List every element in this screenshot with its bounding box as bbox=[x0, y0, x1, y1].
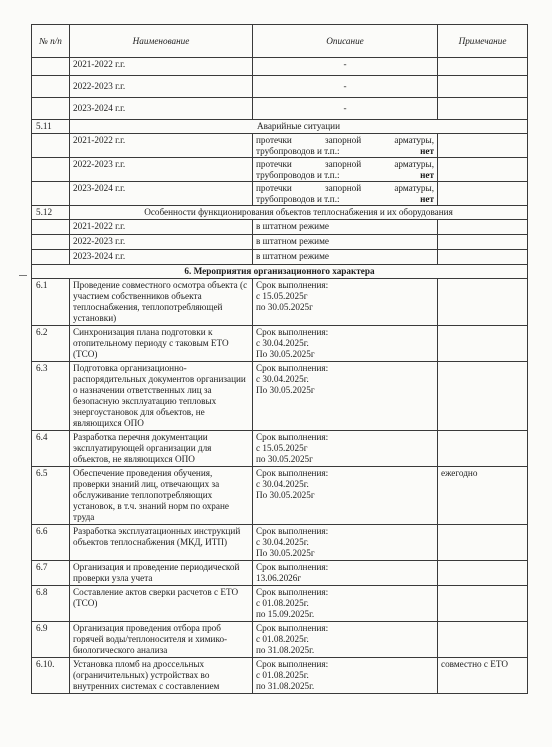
section-row-5-11 bbox=[32, 120, 528, 134]
leak-description: протечки запорной арматуры, трубопроводов и т.п.: нет bbox=[253, 182, 438, 206]
table-row bbox=[32, 220, 528, 235]
section-6-header bbox=[32, 265, 528, 279]
description-line: Срок выполнения: bbox=[256, 623, 329, 633]
year-cell: 2022-2023 г.г. bbox=[70, 235, 253, 250]
description-line: с 30.04.2025г. bbox=[256, 338, 309, 348]
description-line: по 31.08.2025г. bbox=[256, 681, 315, 691]
measure-note: ежегодно bbox=[438, 467, 528, 525]
description-line: по 30.05.2025г bbox=[256, 302, 313, 312]
section-title: 6. Мероприятия организационного характера bbox=[32, 265, 528, 279]
row-number: 6.6 bbox=[32, 525, 70, 561]
row-number: 6.10. bbox=[32, 658, 70, 694]
description-line: с 15.05.2025г bbox=[256, 291, 308, 301]
measure-name: Проведение совместного осмотра объекта (с участием собственников объекта теплоснабжения, теплопотребляющей установки) bbox=[70, 279, 253, 326]
row-number: 6.4 bbox=[32, 431, 70, 467]
row-number: 6.5 bbox=[32, 467, 70, 525]
description-line: с 01.08.2025г. bbox=[256, 670, 309, 680]
header-num: № п/п bbox=[32, 25, 70, 58]
year-cell: 2023-2024 г.г. bbox=[70, 250, 253, 265]
measures-table bbox=[31, 24, 528, 694]
leak-description: протечки запорной арматуры, трубопроводов и т.п.: нет bbox=[253, 158, 438, 182]
description-line: с 30.04.2025г. bbox=[256, 479, 309, 489]
measure-description bbox=[253, 586, 438, 622]
header-name: Наименование bbox=[70, 25, 253, 58]
table-row bbox=[32, 158, 528, 182]
measure-note bbox=[438, 279, 528, 326]
description-line: Срок выполнения: bbox=[256, 659, 329, 669]
measure-description bbox=[253, 525, 438, 561]
table-row bbox=[32, 326, 528, 362]
table-row bbox=[32, 76, 528, 98]
measure-name: Разработка эксплуатационных инструкций объектов теплоснабжения (МКД, ИТП) bbox=[70, 525, 253, 561]
row-number: 6.9 bbox=[32, 622, 70, 658]
margin-mark bbox=[19, 275, 27, 276]
measure-name: Составление актов сверки расчетов с ЕТО (ТСО) bbox=[70, 586, 253, 622]
year-cell: 2021-2022 г.г. bbox=[70, 220, 253, 235]
header-note: Примечание bbox=[438, 25, 528, 58]
measure-description bbox=[253, 279, 438, 326]
description-line: с 30.04.2025г. bbox=[256, 374, 309, 384]
table-row bbox=[32, 362, 528, 431]
table-header bbox=[32, 25, 528, 58]
description-line: По 30.05.2025г bbox=[256, 349, 315, 359]
table-row bbox=[32, 250, 528, 265]
section-row-5-12 bbox=[32, 206, 528, 220]
measure-name: Организация и проведение периодической проверки узла учета bbox=[70, 561, 253, 586]
dash-cell: - bbox=[253, 76, 438, 98]
description-line: По 30.05.2025г bbox=[256, 490, 315, 500]
row-number: 5.12 bbox=[32, 206, 70, 220]
measure-name: Разработка перечня документации эксплуатирующей организации для объектов, не являющихся ОПО bbox=[70, 431, 253, 467]
measure-note bbox=[438, 622, 528, 658]
measure-note: совместно с ЕТО bbox=[438, 658, 528, 694]
table-row bbox=[32, 431, 528, 467]
year-cell: 2023-2024 г.г. bbox=[70, 182, 253, 206]
measure-note bbox=[438, 586, 528, 622]
row-number: 6.3 bbox=[32, 362, 70, 431]
description-line: Срок выполнения: bbox=[256, 562, 329, 572]
description-line: с 01.08.2025г. bbox=[256, 598, 309, 608]
measure-name: Синхронизация плана подготовки к отопительному периоду с таковым ЕТО (ТСО) bbox=[70, 326, 253, 362]
description-line: 13.06.2026г bbox=[256, 573, 302, 583]
row-number: 6.7 bbox=[32, 561, 70, 586]
measure-description bbox=[253, 431, 438, 467]
measure-name: Обеспечение проведения обучения, проверки знаний лиц, отвечающих за обслуживание теплопотребляющих установок, в т.ч. знаний норм по охране труда bbox=[70, 467, 253, 525]
table-row bbox=[32, 134, 528, 158]
measure-note bbox=[438, 431, 528, 467]
table-row bbox=[32, 586, 528, 622]
description-line: Срок выполнения: bbox=[256, 327, 329, 337]
year-cell: 2021-2022 г.г. bbox=[70, 134, 253, 158]
measure-name: Организация проведения отбора проб горячей воды/теплоносителя и химико-биологического анализа bbox=[70, 622, 253, 658]
dash-cell: - bbox=[253, 98, 438, 120]
table-row bbox=[32, 235, 528, 250]
measure-note bbox=[438, 362, 528, 431]
table-row bbox=[32, 182, 528, 206]
row-number: 5.11 bbox=[32, 120, 70, 134]
row-number: 6.8 bbox=[32, 586, 70, 622]
measure-name: Установка пломб на дроссельных (ограничительных) устройствах во внутренних системах с составлением bbox=[70, 658, 253, 694]
description-line: с 15.05.2025г bbox=[256, 443, 308, 453]
year-cell: 2022-2023 г.г. bbox=[70, 76, 253, 98]
description-line: с 01.08.2025г. bbox=[256, 634, 309, 644]
description-line: Срок выполнения: bbox=[256, 587, 329, 597]
status-cell: в штатном режиме bbox=[253, 250, 438, 265]
measure-description bbox=[253, 561, 438, 586]
year-cell: 2022-2023 г.г. bbox=[70, 158, 253, 182]
description-line: по 30.05.2025г bbox=[256, 454, 313, 464]
measure-note bbox=[438, 525, 528, 561]
table-row bbox=[32, 658, 528, 694]
year-cell: 2023-2024 г.г. bbox=[70, 98, 253, 120]
row-number: 6.2 bbox=[32, 326, 70, 362]
measure-description bbox=[253, 362, 438, 431]
table-row bbox=[32, 525, 528, 561]
description-line: по 15.09.2025г. bbox=[256, 609, 315, 619]
status-cell: в штатном режиме bbox=[253, 235, 438, 250]
description-line: По 30.05.2025г bbox=[256, 548, 315, 558]
measure-note bbox=[438, 326, 528, 362]
measure-description bbox=[253, 326, 438, 362]
description-line: Срок выполнения: bbox=[256, 280, 329, 290]
description-line: по 31.08.2025г. bbox=[256, 645, 315, 655]
table-row bbox=[32, 561, 528, 586]
dash-cell: - bbox=[253, 58, 438, 76]
description-line: По 30.05.2025г bbox=[256, 385, 315, 395]
year-cell: 2021-2022 г.г. bbox=[70, 58, 253, 76]
description-line: Срок выполнения: bbox=[256, 363, 329, 373]
description-line: Срок выполнения: bbox=[256, 526, 329, 536]
status-cell: в штатном режиме bbox=[253, 220, 438, 235]
measure-description bbox=[253, 467, 438, 525]
row-number: 6.1 bbox=[32, 279, 70, 326]
header-description: Описание bbox=[253, 25, 438, 58]
measure-note bbox=[438, 561, 528, 586]
table-row bbox=[32, 98, 528, 120]
leak-description: протечки запорной арматуры, трубопроводов и т.п.: нет bbox=[253, 134, 438, 158]
measure-description bbox=[253, 622, 438, 658]
table-row bbox=[32, 279, 528, 326]
table-row bbox=[32, 622, 528, 658]
table-row bbox=[32, 58, 528, 76]
description-line: Срок выполнения: bbox=[256, 468, 329, 478]
section-title: Особенности функционирования объектов теплоснабжения и их оборудования bbox=[70, 206, 528, 220]
measure-name: Подготовка организационно-распорядительных документов организации о назначении ответственных лиц за безопасную эксплуатацию тепловых энергоустановок для объектов, не являющихся ОПО bbox=[70, 362, 253, 431]
description-line: с 30.04.2025г. bbox=[256, 537, 309, 547]
section-title: Аварийные ситуации bbox=[70, 120, 528, 134]
table-row bbox=[32, 467, 528, 525]
measure-description bbox=[253, 658, 438, 694]
description-line: Срок выполнения: bbox=[256, 432, 329, 442]
